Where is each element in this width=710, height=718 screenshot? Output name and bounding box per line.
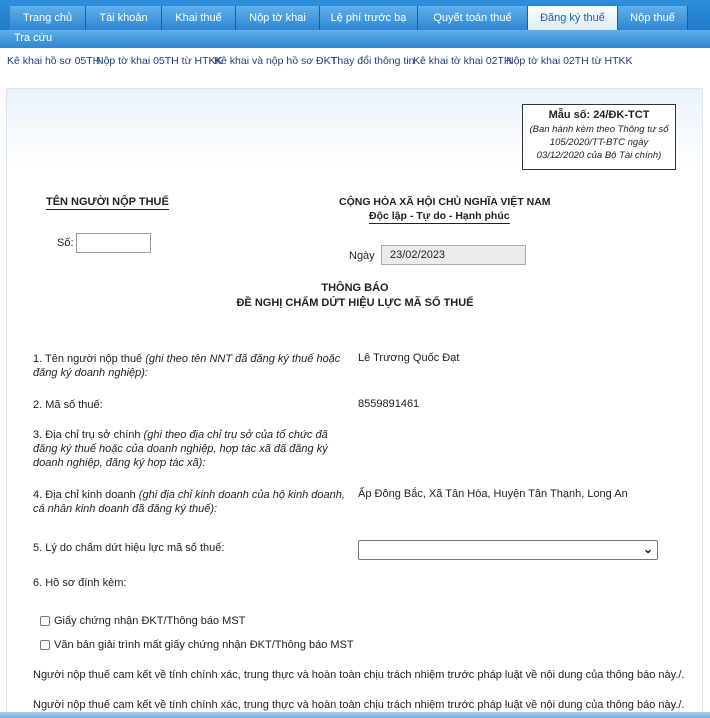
form-code-note bbox=[523, 123, 675, 162]
reason-select[interactable] bbox=[358, 540, 658, 560]
submenu-item-nop-to-khai-02th[interactable]: Nộp tờ khai 02TH từ HTKK bbox=[506, 55, 633, 67]
form-code-box bbox=[522, 104, 676, 170]
field3-hint-line3: doanh nghiệp, đăng ký hợp tác xã): bbox=[33, 457, 206, 469]
bottom-bar bbox=[0, 712, 710, 718]
payer-title bbox=[46, 196, 169, 208]
tab-khai-thue[interactable]: Khai thuế bbox=[162, 6, 236, 30]
field1-value: Lê Trương Quốc Đạt bbox=[358, 352, 460, 364]
attachment-checkbox-1[interactable] bbox=[40, 616, 50, 626]
chevron-down-icon: ⌄ bbox=[642, 542, 653, 556]
field4-value: Ấp Đông Bắc, Xã Tân Hòa, Huyện Tân Thạnh, Long An bbox=[358, 488, 628, 500]
tab-le-phi-truoc-ba[interactable]: Lệ phí trước bạ bbox=[320, 6, 418, 30]
motto-text: Độc lập - Tự do - Hạnh phúc bbox=[369, 210, 510, 222]
field4-hint-line2: cá nhân kinh doanh đã đăng ký thuế): bbox=[33, 503, 218, 515]
date-field[interactable]: 23/02/2023 bbox=[381, 245, 526, 265]
doc-title-line1: THÔNG BÁO bbox=[321, 282, 389, 294]
attachment-label-1: Giấy chứng nhận ĐKT/Thông báo MST bbox=[54, 615, 246, 627]
motto bbox=[369, 210, 510, 222]
date-label: Ngày bbox=[349, 250, 375, 262]
field3-hint-line1: (ghi theo địa chỉ trụ sở của tổ chức đã bbox=[143, 429, 328, 441]
field5-label: 5. Lý do chấm dứt hiệu lực mã số thuế: bbox=[33, 542, 225, 554]
payer-title-text: TÊN NGƯỜI NỘP THUẾ bbox=[46, 196, 169, 208]
tab-nop-thue[interactable]: Nộp thuế bbox=[618, 6, 688, 30]
commitment-text-1: Người nộp thuế cam kết về tính chính xác, trung thực và hoàn toàn chịu trách nhiệm trước pháp luật về nội dung của thông báo này./. bbox=[33, 669, 685, 681]
attachment-checkbox-2[interactable] bbox=[40, 640, 50, 650]
field1-hint-line2: đăng ký doanh nghiệp): bbox=[33, 367, 148, 379]
nav-row-secondary bbox=[0, 30, 710, 48]
field1-label-text: 1. Tên người nộp thuế bbox=[33, 353, 146, 365]
field1-label bbox=[33, 352, 340, 380]
form-code: Mẫu số: 24/ĐK-TCT bbox=[548, 109, 650, 121]
submenu-item-ke-khai-nop-ho-so-dkt[interactable]: Kê khai và nộp hồ sơ ĐKT bbox=[214, 55, 338, 67]
attachment-label-2: Văn bản giải trình mất giấy chứng nhận ĐKT/Thông báo MST bbox=[54, 639, 354, 651]
tab-nop-to-khai[interactable]: Nộp tờ khai bbox=[236, 6, 320, 30]
field1-hint-line1: (ghi theo tên NNT đã đăng ký thuế hoặc bbox=[145, 353, 341, 365]
top-nav bbox=[0, 0, 710, 48]
submenu-item-thay-doi-thong-tin[interactable]: Thay đổi thông tin bbox=[331, 55, 415, 67]
field4-label-text: 4. Địa chỉ kinh doanh bbox=[33, 489, 139, 501]
field4-label bbox=[33, 488, 345, 516]
field3-label-text: 3. Địa chỉ trụ sở chính bbox=[33, 429, 144, 441]
field3-label bbox=[33, 428, 328, 470]
tab-dang-ky-thue[interactable]: Đăng ký thuế bbox=[528, 6, 618, 32]
nav-row-main bbox=[0, 6, 710, 30]
field3-hint-line2: đăng ký thuế hoặc của doanh nghiệp, hợp tác xã đã đăng ký bbox=[33, 443, 328, 455]
country-name: CỘNG HÒA XÃ HỘI CHỦ NGHĨA VIỆT NAM bbox=[339, 196, 551, 208]
form-code-note-line3: 03/12/2020 của Bộ Tài chính) bbox=[536, 150, 662, 161]
commitment-text-2: Người nộp thuế cam kết về tính chính xác, trung thực và hoàn toàn chịu trách nhiệm trước pháp luật về nội dung của thông báo này./. bbox=[33, 699, 685, 711]
tab-quyet-toan-thue[interactable]: Quyết toán thuế bbox=[418, 6, 528, 30]
form-code-note-line2: 105/2020/TT-BTC ngày bbox=[549, 137, 649, 148]
field4-hint-line1: (ghi địa chỉ kinh doanh của hộ kinh doanh, bbox=[138, 489, 345, 501]
field2-value: 8559891461 bbox=[358, 398, 420, 410]
submenu-item-nop-to-khai-05th[interactable]: Nộp tờ khai 05TH từ HTKK bbox=[96, 55, 223, 67]
submenu bbox=[0, 52, 710, 72]
field2-label: 2. Mã số thuế: bbox=[33, 399, 103, 411]
so-label: Số: bbox=[57, 237, 74, 249]
submenu-item-ke-khai-to-khai-02th[interactable]: Kê khai tờ khai 02TH bbox=[413, 55, 512, 67]
tab-tai-khoan[interactable]: Tài khoản bbox=[86, 6, 162, 30]
form-code-note-line1: (Ban hành kèm theo Thông tư số bbox=[529, 124, 669, 135]
doc-title-line2: ĐỀ NGHỊ CHẤM DỨT HIỆU LỰC MÃ SỐ THUẾ bbox=[236, 297, 474, 309]
tab-trang-chu[interactable]: Trang chủ bbox=[10, 6, 86, 30]
submenu-item-ke-khai-ho-so-05th[interactable]: Kê khai hồ sơ 05TH bbox=[7, 55, 101, 67]
field6-label: 6. Hồ sơ đính kèm: bbox=[33, 577, 127, 589]
so-input[interactable] bbox=[76, 233, 151, 253]
tab-tra-cuu[interactable]: Tra cứu bbox=[14, 32, 53, 44]
